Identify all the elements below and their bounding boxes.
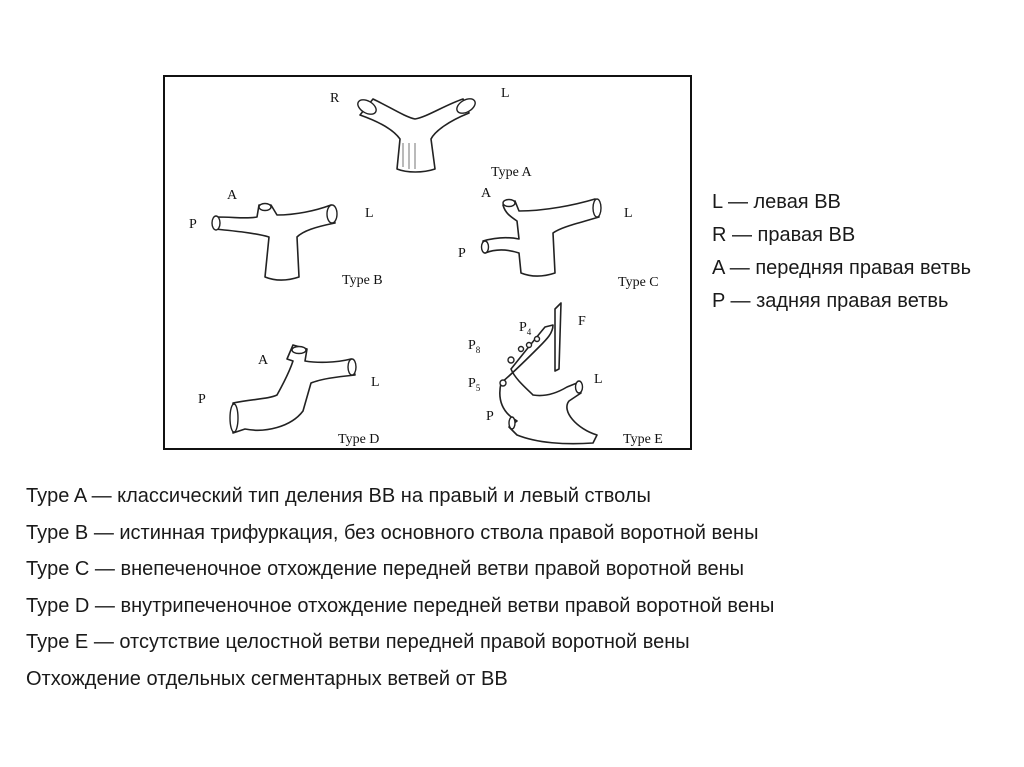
type-d-vein bbox=[230, 345, 356, 433]
label-p-type-d: P bbox=[198, 392, 206, 407]
label-l-type-b: L bbox=[365, 206, 374, 221]
label-p8: $P_8$ bbox=[468, 338, 481, 355]
label-l-type-a: L bbox=[501, 86, 510, 101]
type-b-label: Type B bbox=[342, 273, 383, 288]
type-c-label: Type C bbox=[618, 275, 659, 290]
type-a-label: Type A bbox=[491, 165, 532, 180]
type-a-vein bbox=[355, 96, 477, 172]
label-r: R bbox=[330, 91, 340, 106]
type-e-label: Type E bbox=[623, 432, 663, 447]
legend-item-a: A — передняя правая ветвь bbox=[712, 257, 972, 279]
label-l-type-d: L bbox=[371, 375, 380, 390]
label-p-type-b: P bbox=[189, 217, 197, 232]
type-c-vein bbox=[482, 199, 602, 276]
label-p-type-c: P bbox=[458, 246, 466, 261]
portal-vein-diagram bbox=[165, 77, 690, 448]
type-descriptions bbox=[26, 478, 1006, 697]
label-a-type-b: A bbox=[227, 188, 238, 203]
label-p5: $P_5$ bbox=[468, 376, 481, 393]
figure-frame bbox=[163, 75, 692, 450]
label-a-type-d: A bbox=[258, 353, 269, 368]
description-type-d: Type D — внутрипеченочное отхождение передней ветви правой воротной вены bbox=[26, 594, 775, 617]
description-type-a: Type A — классический тип деления ВВ на правый и левый стволы bbox=[26, 485, 651, 507]
type-b-vein bbox=[212, 204, 337, 281]
legend-item-l: L — левая ВВ bbox=[712, 191, 841, 213]
label-a-type-c: A bbox=[481, 186, 492, 201]
description-type-e: Type E — отсутствие целостной ветви передней правой воротной вены bbox=[26, 631, 690, 653]
label-l-type-c: L bbox=[624, 206, 633, 221]
legend-item-p: P — задняя правая ветвь bbox=[712, 290, 949, 312]
description-type-b: Type B — истинная трифуркация, без основного ствола правой воротной вены bbox=[26, 521, 759, 544]
label-p4: $P_4$ bbox=[519, 320, 532, 337]
label-f: F bbox=[578, 314, 586, 329]
description-type-c: Type C — внепеченочное отхождение передней ветви правой воротной вены bbox=[26, 558, 745, 580]
type-d-label: Type D bbox=[338, 432, 380, 447]
description-segmental: Отхождение отдельных сегментарных ветвей от ВВ bbox=[26, 667, 508, 690]
label-l-type-e: L bbox=[594, 372, 603, 387]
abbreviation-legend bbox=[712, 186, 1012, 318]
label-p-type-e: P bbox=[486, 409, 494, 424]
legend-item-r: R — правая ВВ bbox=[712, 224, 856, 246]
